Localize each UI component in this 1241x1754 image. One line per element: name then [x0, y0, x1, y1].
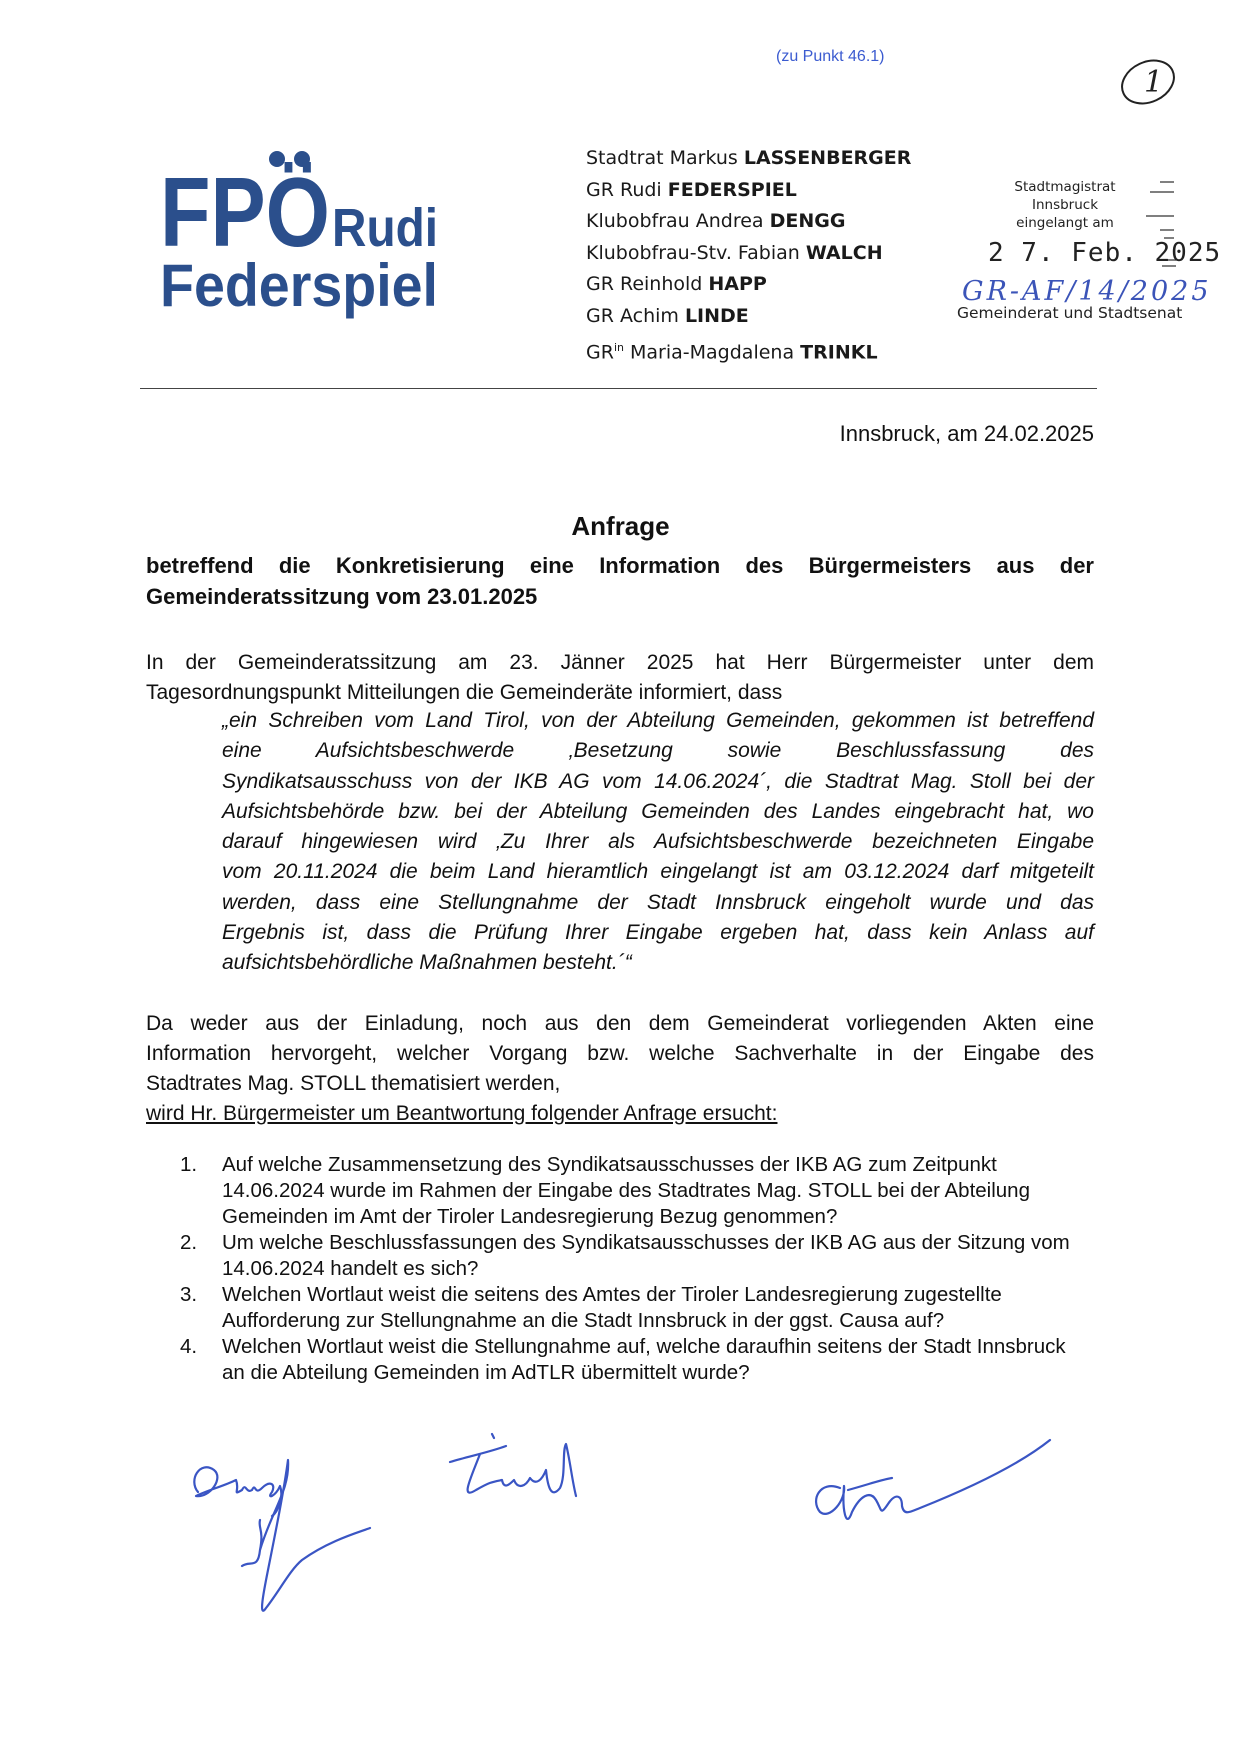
- logo-party: FPÖ: [160, 157, 330, 267]
- logo-first-name: Rudi: [332, 198, 438, 258]
- question-item: 1. Auf welche Zusammensetzung des Syndikatsausschusses der IKB AG zum Zeitpunkt 14.06.2024 wurde im Rahmen der Eingabe des Stadtrates Mag. STOLL bei der Abteilung Gemeinden im Amt der Tiroler Landesregierung Bezug genommen?: [180, 1153, 1030, 1228]
- sender-list: [586, 143, 911, 369]
- sender-line: Stadtrat Markus LASSENBERGER: [586, 147, 912, 169]
- document-title: Anfrage: [571, 511, 670, 541]
- stamp-date: 2 7. Feb. 2025: [988, 238, 1222, 268]
- signature-third: [816, 1440, 1050, 1519]
- sender-line: GR Achim LINDE: [586, 304, 749, 327]
- context-paragraph: Da weder aus der Einladung, noch aus den dem Gemeinderat vorliegenden Akten eine Information hervorgeht, welcher Vorgang bzw. welche Sachverhalte in der Eingabe des Stadtrates Mag. STOLL thematisiert werden,: [146, 1012, 1094, 1095]
- sender-line: GR Rudi FEDERSPIEL: [586, 178, 797, 201]
- sender-line: $GR^{in}$ Maria-Magdalena TRINKL: [586, 341, 878, 364]
- signature-initials: [242, 1460, 370, 1611]
- question-item: 4. Welchen Wortlaut weist die Stellungnahme auf, welche daraufhin seitens der Stadt Innsbruck an die Abteilung Gemeinden im AdTLR übermittelt wurde?: [180, 1335, 1066, 1384]
- request-line: wird Hr. Bürgermeister um Beantwortung folgender Anfrage ersucht:: [146, 1102, 778, 1125]
- stamp-department: Gemeinderat und Stadtsenat: [957, 304, 1183, 322]
- signature-trinkl: [450, 1434, 576, 1496]
- subject: betreffend die Konkretisierung eine Information des Bürgermeisters aus der Gemeinderatssitzung vom 23.01.2025: [146, 553, 1094, 609]
- quoted-statement: „ein Schreiben vom Land Tirol, von der Abteilung Gemeinden, gekommen ist betreffend eine Aufsichtsbeschwerde ‚Besetzung sowie Beschlussfassung des Syndikatsausschuss von der IKB AG vom 14.06.2024´, die Stadtrat Mag. Stoll bei der Aufsichtsbehörde bzw. bei der Abteilung Gemeinden des Landes eingebracht hat, wo darauf hingewiesen wird ‚Zu Ihrer als Aufsichtsbeschwerde bezeichneten Eingabe vom 20.11.2024 die beim Land hieramtlich eingelangt ist am 03.12.2024 darf mitgeteilt werden, dass eine Stellungnahme der Stadt Innsbruck eingeholt wurde und das Ergebnis ist, dass die Prüfung Ihrer Eingabe ergeben hat, dass kein Anlass auf aufsichtsbehördliche Maßnahmen besteht.´“: [222, 709, 1094, 975]
- sender-line: Klubobfrau Andrea DENGG: [586, 210, 846, 232]
- question-item: 2. Um welche Beschlussfassungen des Syndikatsausschusses der IKB AG aus der Sitzung vom 14.06.2024 handelt es sich?: [180, 1231, 1070, 1280]
- party-logo: [160, 150, 480, 340]
- agenda-reference: (zu Punkt 46.1): [776, 48, 885, 65]
- page-number: 1: [1144, 65, 1164, 100]
- sender-line: GR Reinhold HAPP: [586, 273, 767, 295]
- place-date: Innsbruck, am 24.02.2025: [839, 421, 1094, 446]
- page-number-mark: [1118, 50, 1178, 110]
- signatures: [180, 1420, 1160, 1650]
- intro-paragraph: In der Gemeinderatssitzung am 23. Jänner 2025 hat Herr Bürgermeister unter dem Tagesordnungspunkt Mitteilungen die Gemeinderäte informiert, dass: [146, 651, 1094, 704]
- question-list: [180, 1152, 1094, 1386]
- sender-line: Klubobfrau-Stv. Fabian WALCH: [586, 241, 883, 264]
- signature-dengg: [194, 1467, 281, 1516]
- header-divider: [140, 388, 1097, 389]
- stamp-office: Stadtmagistrat Innsbruck eingelangt am: [1014, 179, 1116, 231]
- logo-last-name: Federspiel: [160, 252, 438, 319]
- stamp-file-number: GR-AF/14/2025: [962, 276, 1212, 307]
- question-item: 3. Welchen Wortlaut weist die seitens des Amtes der Tiroler Landesregierung zugestellte Aufforderung zur Stellungnahme an die Stadt Innsbruck in der ggst. Causa auf?: [180, 1283, 1002, 1332]
